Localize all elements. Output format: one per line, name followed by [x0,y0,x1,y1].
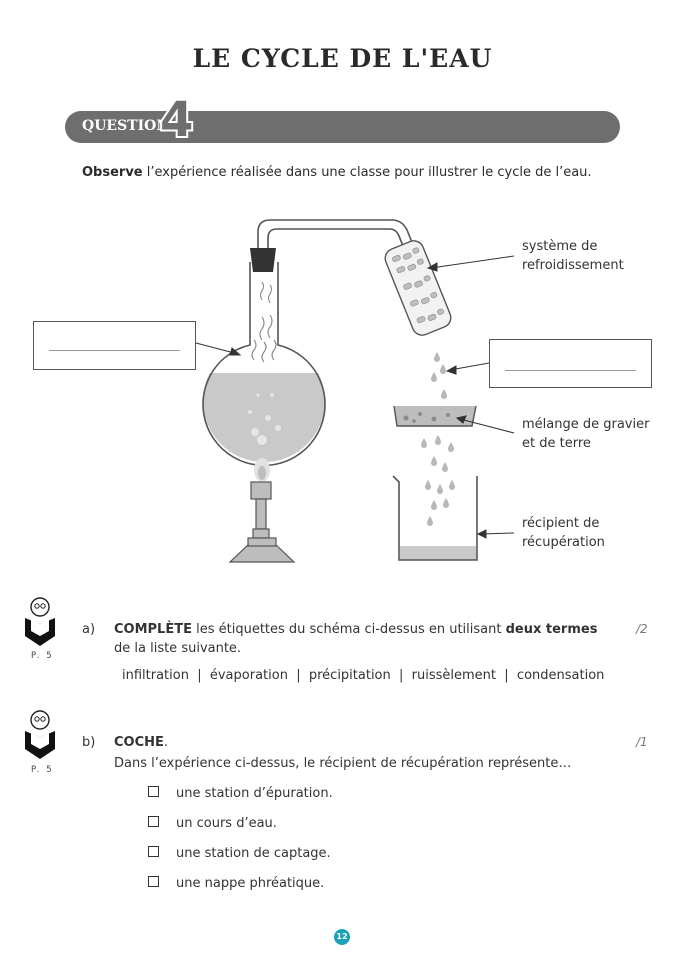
label-mix [522,415,649,453]
page-title: LE CYCLE DE L'EAU [192,44,493,73]
label-container-line1: récipient de [522,516,600,531]
cooling-system [382,238,454,338]
reader-icon [22,709,58,764]
page-ref-b: P. 5 [31,765,54,775]
label-container [522,514,605,552]
term-list: infiltration | évaporation | précipitation | ruissèlement | condensation [122,668,605,683]
part-a-instruction [114,620,614,658]
option-item[interactable] [148,846,331,861]
label-cooling-line2: refroidissement [522,258,624,273]
option-label: une station d’épuration. [176,786,333,801]
checkbox[interactable] [148,816,159,827]
part-a-text1: les étiquettes du schéma ci-dessus en utilisant [191,622,506,637]
label-cooling [522,237,624,275]
filtered-drops [421,435,455,526]
question-number: 4 [160,92,194,148]
label-mix-line1: mélange de gravier [522,417,650,432]
label-cooling-line1: système de [522,239,598,254]
page-number: 12 [334,929,350,945]
part-a-text2: de la liste suivante. [114,641,242,656]
label-mix-line2: et de terre [522,436,591,451]
intro-rest: l’expérience réalisée dans une classe pour illustrer le cycle de l’eau. [142,165,592,180]
reader-icon [22,596,58,651]
option-label: un cours d’eau. [176,816,277,831]
part-b-bold-suffix: . [163,735,169,750]
option-label: une station de captage. [176,846,331,861]
label-box-left[interactable] [33,321,196,370]
beaker [393,476,477,560]
part-b-score: /1 [636,735,648,749]
label-container-line2: récupération [522,535,605,550]
checkbox[interactable] [148,876,159,887]
part-a-score: /2 [636,622,648,636]
stopper [250,248,276,272]
arrow-cooling [431,256,514,268]
page-ref-a: P. 5 [31,651,54,661]
checkbox[interactable] [148,846,159,857]
part-b-letter: b) [82,735,96,750]
water-drops [431,352,447,399]
part-a-letter: a) [82,622,96,637]
question-label: QUESTION [82,118,170,134]
label-box-right[interactable] [489,339,652,388]
option-item[interactable] [148,876,324,891]
part-b-instruction [114,733,168,752]
checkbox[interactable] [148,786,159,797]
part-a-bold1: COMPLÈTE [114,622,192,637]
option-item[interactable] [148,816,277,831]
flask [200,262,330,473]
part-b-bold: COCHE [114,735,164,750]
part-a-bold2: deux termes [505,622,598,637]
option-label: une nappe phréatique. [176,876,325,891]
intro-bold: Observe [82,165,143,180]
bunsen-burner [230,458,294,562]
part-b-prompt: Dans l’expérience ci-dessus, le récipient de récupération représente… [114,756,572,771]
option-item[interactable] [148,786,333,801]
